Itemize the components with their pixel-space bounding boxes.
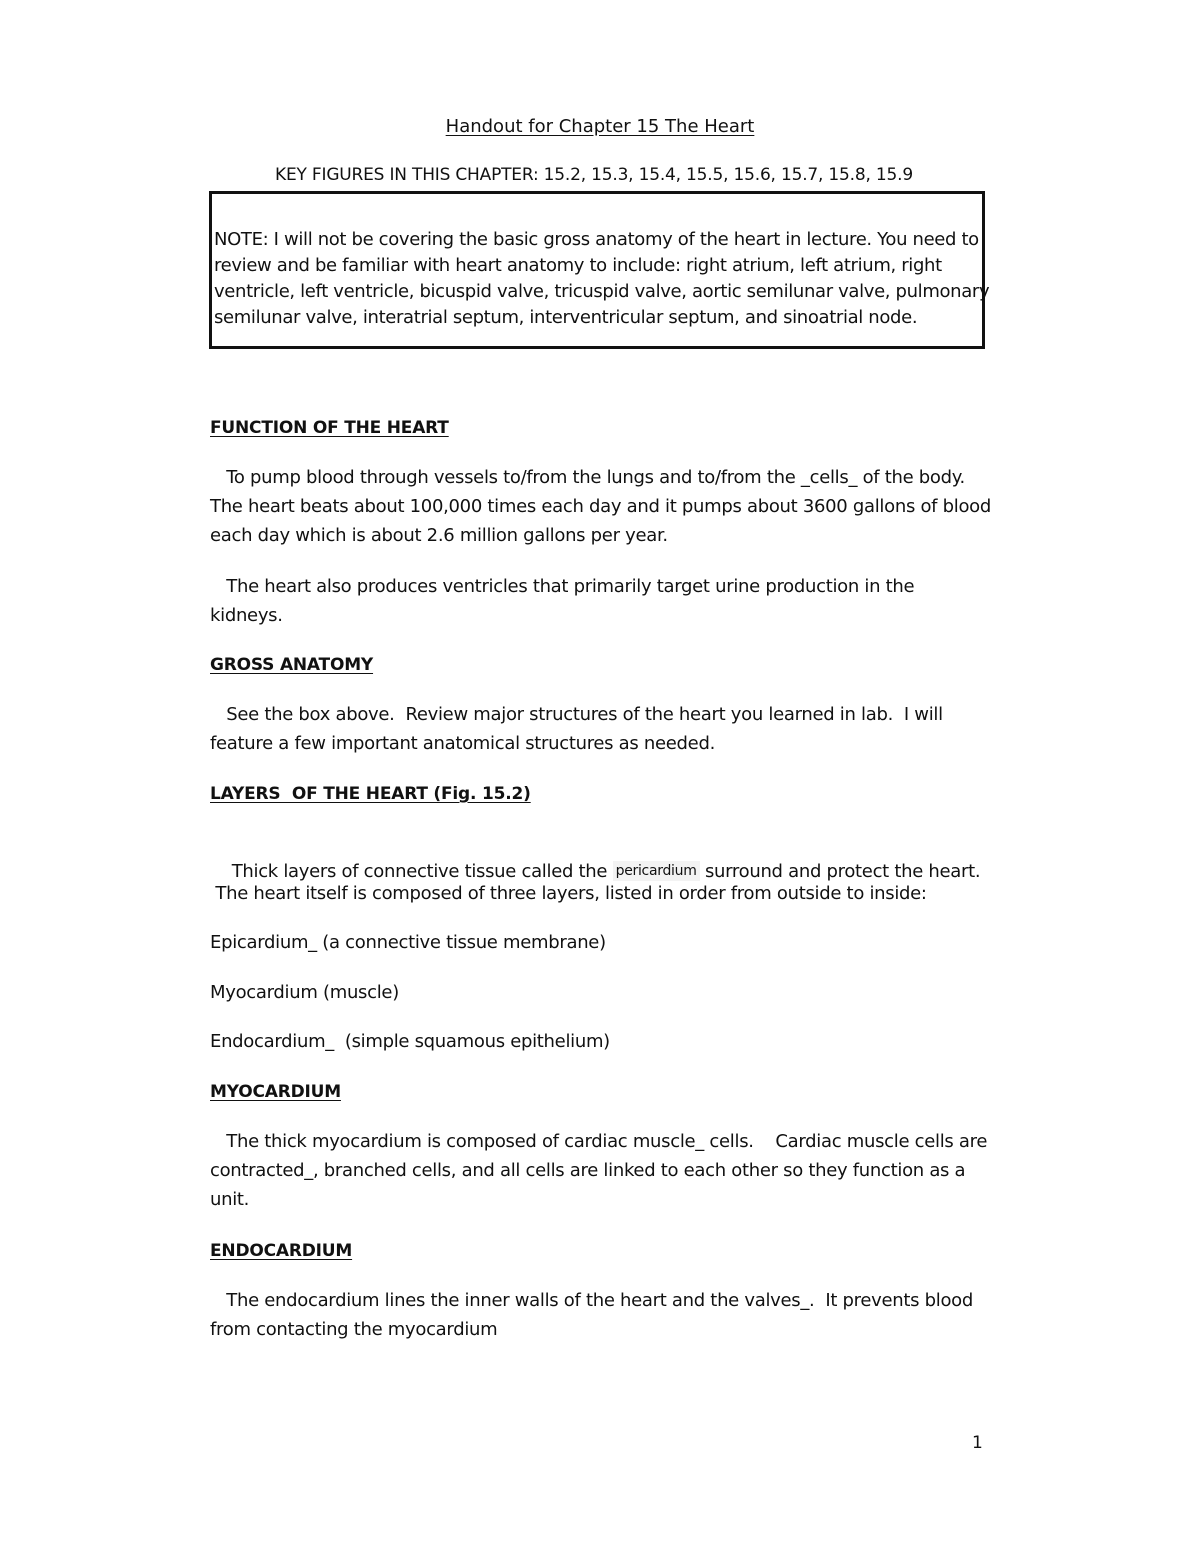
section-heading-endocardium: ENDOCARDIUM bbox=[210, 1241, 353, 1261]
key-figures-line: KEY FIGURES IN THIS CHAPTER: 15.2, 15.3, 15.4, 15.5, 15.6, 15.7, 15.8, 15.9 bbox=[275, 165, 913, 185]
paragraph-line: kidneys. bbox=[210, 605, 283, 626]
note-line: review and be familiar with heart anatomy to include: right atrium, left atrium, right bbox=[214, 255, 942, 276]
section-heading-layers: LAYERS OF THE HEART (Fig. 15.2) bbox=[210, 784, 531, 804]
paragraph-line: See the box above. Review major structures of the heart you learned in lab. I will bbox=[210, 704, 943, 725]
note-box bbox=[209, 191, 990, 349]
section-heading-myocardium: MYOCARDIUM bbox=[210, 1082, 341, 1102]
paragraph-line: The heart also produces ventricles that primarily target urine production in the bbox=[210, 576, 915, 597]
paragraph-line: The endocardium lines the inner walls of the heart and the valves_. It prevents blood bbox=[210, 1290, 973, 1311]
sentence-end: surround and protect the heart. bbox=[699, 861, 981, 882]
section-heading-gross-anatomy: GROSS ANATOMY bbox=[210, 655, 374, 675]
page-number: 1 bbox=[972, 1433, 983, 1453]
paragraph-line: contracted_, branched cells, and all cells are linked to each other so they function as a bbox=[210, 1160, 966, 1181]
paragraph-line: feature a few important anatomical structures as needed. bbox=[210, 733, 716, 754]
paragraph-line: The thick myocardium is composed of cardiac muscle_ cells. Cardiac muscle cells are bbox=[210, 1131, 988, 1152]
paragraph-line: unit. bbox=[210, 1189, 250, 1210]
layer-item: Epicardium_ (a connective tissue membrane) bbox=[210, 932, 606, 953]
paragraph-line: The heart itself is composed of three layers, listed in order from outside to inside: bbox=[210, 883, 927, 904]
note-line: ventricle, left ventricle, bicuspid valve, tricuspid valve, aortic semilunar valve, pulmonary bbox=[214, 281, 990, 302]
note-line: NOTE: I will not be covering the basic gross anatomy of the heart in lecture. You need to bbox=[214, 229, 979, 250]
paragraph-line: from contacting the myocardium bbox=[210, 1319, 498, 1340]
paragraph-line: each day which is about 2.6 million gallons per year. bbox=[210, 525, 668, 546]
sentence-start: Thick layers of connective tissue called the bbox=[231, 861, 613, 882]
note-line: semilunar valve, interatrial septum, interventricular septum, and sinoatrial node. bbox=[214, 307, 918, 328]
paragraph-line: To pump blood through vessels to/from the lungs and to/from the _cells_ of the body. bbox=[210, 467, 965, 488]
layer-item: Endocardium_ (simple squamous epithelium) bbox=[210, 1031, 610, 1052]
section-heading-function: FUNCTION OF THE HEART bbox=[210, 418, 449, 438]
layer-item: Myocardium (muscle) bbox=[210, 982, 399, 1003]
pericardium-term: pericardium bbox=[613, 861, 700, 881]
document-title: Handout for Chapter 15 The Heart bbox=[445, 116, 755, 137]
paragraph-line: The heart beats about 100,000 times each day and it pumps about 3600 gallons of blood bbox=[210, 496, 991, 517]
